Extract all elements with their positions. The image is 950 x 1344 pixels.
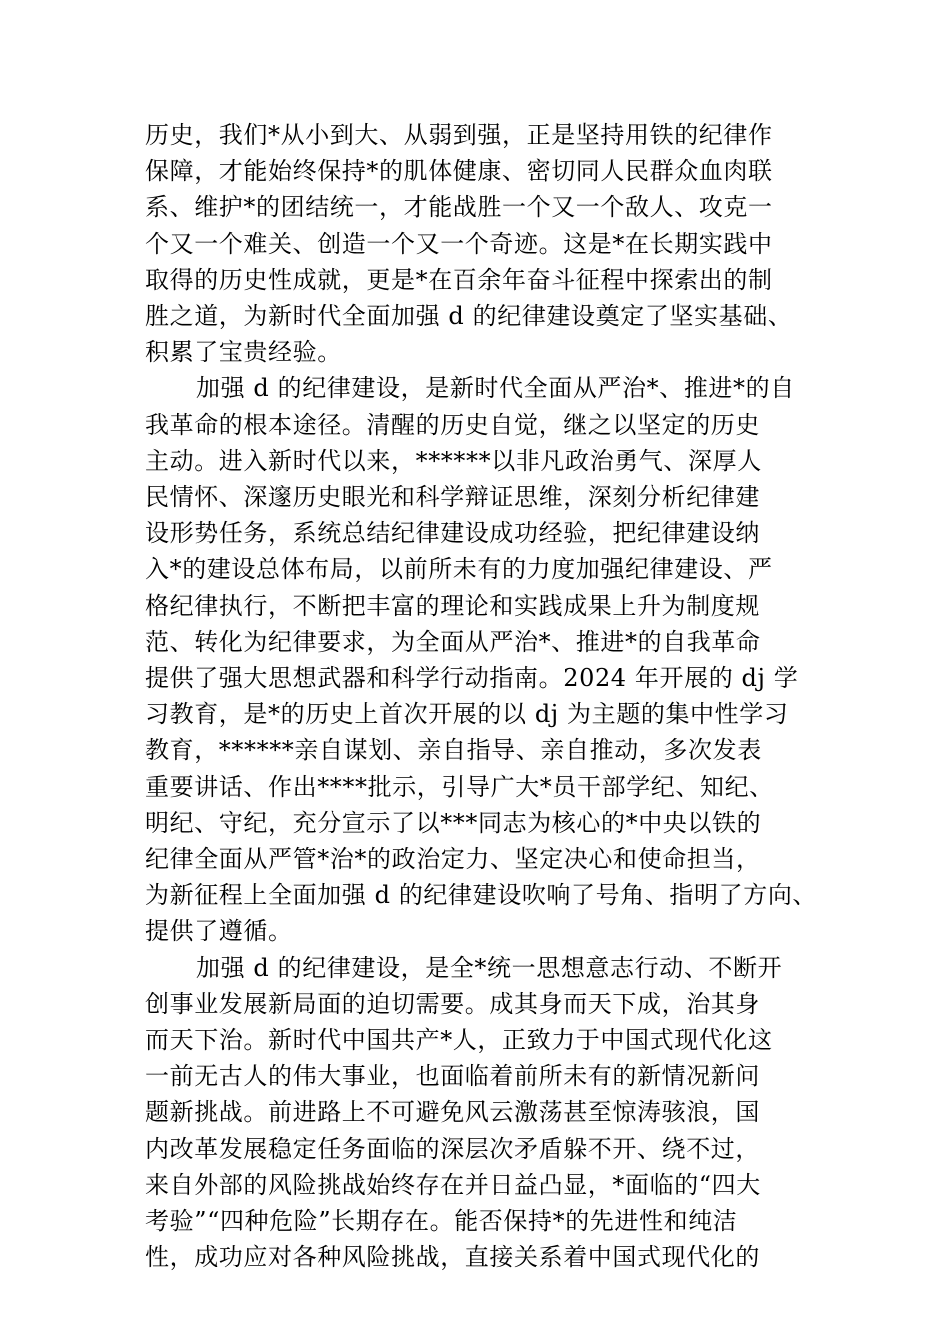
text-line: 格纪律执行，不断把丰富的理论和实践成果上升为制度规 bbox=[145, 592, 760, 620]
text-line: 个又一个难关、创造一个又一个奇迹。这是*在长期实践中 bbox=[145, 230, 773, 258]
text-line: 教育，******亲自谋划、亲自指导、亲自推动，多次发表 bbox=[145, 736, 762, 764]
text-line: 题新挑战。前进路上不可避免风云激荡甚至惊涛骇浪，国 bbox=[145, 1098, 760, 1126]
text-line: 纪律全面从严管*治*的政治定力、坚定决心和使命担当， bbox=[145, 845, 761, 873]
text-line: 内改革发展稳定任务面临的深层次矛盾躲不开、绕不过， bbox=[145, 1135, 760, 1163]
text-line: 考验”“四种危险”长期存在。能否保持*的先进性和纯洁 bbox=[145, 1207, 738, 1235]
text-line: 设形势任务，系统总结纪律建设成功经验，把纪律建设纳 bbox=[145, 519, 760, 547]
text-line: 胜之道，为新时代全面加强 d 的纪律建设奠定了坚实基础、 bbox=[145, 302, 793, 330]
text-line: 习教育，是*的历史上首次开展的以 dj 为主题的集中性学习 bbox=[145, 700, 789, 728]
paragraph-first-line: 加强 d 的纪律建设，是新时代全面从严治*、推进*的自 bbox=[196, 374, 795, 402]
text-line: 一前无古人的伟大事业，也面临着前所未有的新情况新问 bbox=[145, 1062, 760, 1090]
text-line: 我革命的根本途径。清醒的历史自觉，继之以坚定的历史 bbox=[145, 411, 760, 439]
text-line: 民情怀、深邃历史眼光和科学辩证思维，深刻分析纪律建 bbox=[145, 483, 760, 511]
text-line: 来自外部的风险挑战始终存在并日益凸显，*面临的“四大 bbox=[145, 1171, 761, 1199]
text-line: 创事业发展新局面的迫切需要。成其身而天下成，治其身 bbox=[145, 990, 760, 1018]
text-line: 提供了强大思想武器和科学行动指南。2024 年开展的 dj 学 bbox=[145, 664, 799, 692]
text-line: 性，成功应对各种风险挑战，直接关系着中国式现代化的 bbox=[145, 1243, 760, 1271]
text-line: 入*的建设总体布局，以前所未有的力度加强纪律建设、严 bbox=[145, 555, 773, 583]
text-line: 为新征程上全面加强 d 的纪律建设吹响了号角、指明了方向、 bbox=[145, 881, 818, 909]
text-line: 取得的历史性成就，更是*在百余年奋斗征程中探索出的制 bbox=[145, 266, 773, 294]
text-line: 历史，我们*从小到大、从弱到强，正是坚持用铁的纪律作 bbox=[145, 121, 773, 149]
text-line: 保障，才能始终保持*的肌体健康、密切同人民群众血肉联 bbox=[145, 157, 773, 185]
text-line: 系、维护*的团结统一，才能战胜一个又一个敌人、攻克一 bbox=[145, 193, 773, 221]
text-line: 重要讲话、作出****批示，引导广大*员干部学纪、知纪、 bbox=[145, 773, 774, 801]
text-line: 主动。进入新时代以来，******以非凡政治勇气、深厚人 bbox=[145, 447, 762, 475]
text-line: 而天下治。新时代中国共产*人，正致力于中国式现代化这 bbox=[145, 1026, 773, 1054]
text-line: 积累了宝贵经验。 bbox=[145, 338, 342, 366]
paragraph-first-line: 加强 d 的纪律建设，是全*统一思想意志行动、不断开 bbox=[196, 954, 783, 982]
text-line: 范、转化为纪律要求，为全面从严治*、推进*的自我革命 bbox=[145, 628, 761, 656]
text-line: 明纪、守纪，充分宣示了以***同志为核心的*中央以铁的 bbox=[145, 809, 762, 837]
text-line: 提供了遵循。 bbox=[145, 917, 293, 945]
